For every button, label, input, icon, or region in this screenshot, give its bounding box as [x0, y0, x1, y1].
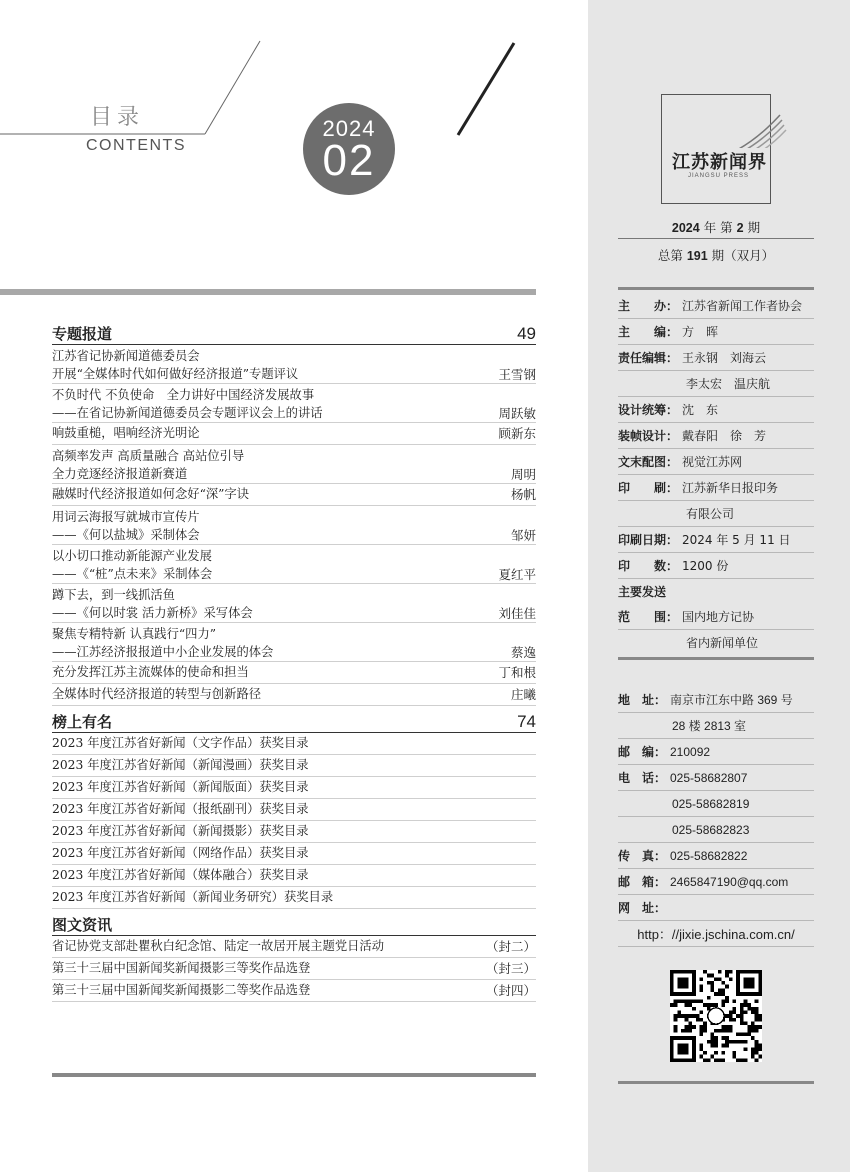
- pub-label: 印 刷：: [618, 481, 679, 495]
- publication-row: [618, 604, 814, 630]
- pub-value: 李太宏 温庆航: [686, 377, 771, 391]
- entry-title: [52, 664, 249, 682]
- section-title: 专题报道: [52, 325, 113, 343]
- toc-entry[interactable]: [52, 755, 536, 777]
- sidebar-divider-mid: [618, 657, 814, 660]
- total-prefix: 总第: [657, 248, 687, 263]
- section-page: 49: [517, 324, 536, 343]
- contact-value: 025-58682823: [672, 822, 750, 837]
- entry-title-line: 2023 年度江苏省好新闻（网络作品）获奖目录: [52, 845, 309, 860]
- publication-row: [618, 527, 814, 553]
- entry-author: 丁和根: [498, 664, 536, 680]
- entry-title: [52, 735, 309, 753]
- pub-value: 2024 年 5 月 11 日: [682, 533, 791, 547]
- toc-entry[interactable]: [52, 777, 536, 799]
- entry-title-line: ——江苏经济报报道中小企业发展的体会: [52, 644, 274, 659]
- magazine-logo-subtitle: JIANGSU PRESS: [688, 173, 750, 179]
- entry-author: （封三）: [485, 960, 536, 976]
- entry-title: [52, 387, 323, 422]
- entry-title: [52, 686, 261, 704]
- sidebar-divider-bottom: [618, 1081, 814, 1084]
- toc-entry[interactable]: [52, 484, 536, 506]
- publication-row: [618, 501, 814, 527]
- publication-row: [618, 630, 814, 655]
- entry-title-line: 全媒体时代经济报道的转型与创新路径: [52, 686, 262, 701]
- website-url[interactable]: http：//jixie.jschina.com.cn/: [637, 927, 795, 942]
- toc-entry[interactable]: [52, 865, 536, 887]
- issue-date-line: [618, 218, 814, 239]
- entry-title-line: 用词云海报写就城市宣传片: [52, 510, 200, 524]
- contact-row: [618, 713, 814, 739]
- section-title: 榜上有名: [52, 713, 113, 731]
- pub-label: 主 编：: [618, 325, 679, 339]
- entry-title: [52, 779, 309, 797]
- contact-row: [618, 869, 814, 895]
- entry-title: [52, 845, 309, 863]
- contact-row: [618, 687, 814, 713]
- entry-author: 王雪钢: [498, 366, 536, 382]
- toc-entry[interactable]: [52, 980, 536, 1002]
- entry-author: 刘佳佳: [498, 605, 536, 621]
- pub-label: 主 办：: [618, 299, 679, 313]
- entry-title: [52, 982, 310, 1000]
- section-title: 图文资讯: [52, 916, 113, 934]
- pub-label: 文末配图：: [618, 455, 679, 469]
- page-header: [0, 0, 588, 290]
- contact-info: [618, 687, 814, 947]
- entry-title-line: 融媒时代经济报道如何念好“深”字诀: [52, 486, 250, 501]
- entry-title-line: 聚焦专精特新 认真践行“四力”: [52, 627, 217, 641]
- publication-row: [618, 319, 814, 345]
- masthead-sidebar: [588, 0, 850, 1172]
- pub-value: 方 晖: [682, 325, 719, 339]
- issue-no-value: 2: [736, 221, 744, 235]
- contact-label: 电 话：: [618, 771, 667, 785]
- entry-author: 杨帆: [510, 486, 536, 502]
- pub-label: 装帧设计：: [618, 429, 679, 443]
- toc-entry[interactable]: [52, 345, 536, 384]
- contact-label: 地 址：: [618, 693, 667, 707]
- entry-title-line: 2023 年度江苏省好新闻（新闻摄影）获奖目录: [52, 823, 309, 838]
- entry-title: [52, 548, 212, 583]
- pub-value: 国内地方记协: [682, 610, 755, 624]
- toc-entry[interactable]: [52, 958, 536, 980]
- entry-title-line: 高频率发声 高质量融合 高站位引导: [52, 449, 245, 463]
- pub-value: 沈 东: [682, 403, 719, 417]
- pub-value: 戴春阳 徐 芳: [682, 429, 767, 443]
- pub-value: 省内新闻单位: [686, 636, 759, 650]
- contact-row: [618, 791, 814, 817]
- entry-title: [52, 348, 298, 383]
- publication-row: [618, 397, 814, 423]
- entry-title: [52, 867, 309, 885]
- magazine-logo-text: 江苏新闻界: [670, 148, 769, 174]
- entry-title-line: 2023 年度江苏省好新闻（新闻漫画）获奖目录: [52, 757, 309, 772]
- publication-row: [618, 345, 814, 371]
- contact-label: 传 真：: [618, 849, 667, 863]
- section-header: [52, 710, 536, 733]
- publication-row: [618, 371, 814, 397]
- issue-number: 02: [322, 136, 376, 185]
- entry-title-line: 2023 年度江苏省好新闻（文字作品）获奖目录: [52, 735, 309, 750]
- toc-entry[interactable]: [52, 799, 536, 821]
- toc-entry[interactable]: [52, 887, 536, 909]
- issue-total-line: [618, 246, 814, 264]
- entry-title: [52, 509, 200, 544]
- entry-title-line: 以小切口推动新能源产业发展: [52, 549, 212, 563]
- issue-year-value: 2024: [671, 221, 700, 235]
- total-suffix: 期（双月）: [707, 248, 775, 263]
- contact-label: 邮 编：: [618, 745, 667, 759]
- toc-entry[interactable]: [52, 623, 536, 662]
- entry-title-line: 响鼓重槌，唱响经济光明论: [52, 425, 200, 440]
- toc-entry[interactable]: [52, 821, 536, 843]
- entry-title-line: 2023 年度江苏省好新闻（新闻版面）获奖目录: [52, 779, 309, 794]
- table-of-contents: [52, 322, 536, 1002]
- entry-author: 庄曦: [510, 686, 536, 702]
- entry-title-line: 第三十三届中国新闻奖新闻摄影二等奖作品选登: [52, 982, 311, 997]
- website-row: [618, 921, 814, 947]
- contact-row: [618, 843, 814, 869]
- toc-entry[interactable]: [52, 545, 536, 584]
- publication-row: [618, 293, 814, 319]
- publication-row: [618, 423, 814, 449]
- pub-label: 主要发送: [618, 585, 667, 599]
- issue-year: 2024: [322, 116, 376, 141]
- entry-title-line: 2023 年度江苏省好新闻（报纸副刊）获奖目录: [52, 801, 309, 816]
- entry-author: 顾新东: [498, 425, 536, 441]
- entry-title-line: 蹲下去，到一线抓活鱼: [52, 588, 175, 602]
- contact-row: [618, 765, 814, 791]
- pub-label: 印刷日期：: [618, 533, 679, 547]
- pub-value: 江苏新华日报印务: [682, 481, 779, 495]
- entry-author: 蔡逸: [510, 644, 536, 660]
- publication-row: [618, 553, 814, 579]
- entry-title: [52, 587, 253, 622]
- contact-value: 2465847190@qq.com: [670, 874, 789, 889]
- toc-entry[interactable]: [52, 423, 536, 445]
- entry-author: 邹妍: [510, 527, 536, 543]
- entry-author: （封四）: [485, 982, 536, 998]
- publication-row: [618, 579, 814, 604]
- entry-author: 周跃敏: [498, 405, 536, 421]
- pub-value: 视觉江苏网: [682, 455, 743, 469]
- pub-label: 设计统筹：: [618, 403, 679, 417]
- pub-value: 1200 份: [682, 559, 729, 573]
- contact-label: 网 址：: [618, 901, 667, 915]
- pub-value: 有限公司: [686, 507, 735, 521]
- contact-value: 南京市江东中路 369 号: [670, 693, 793, 707]
- entry-title: [52, 801, 309, 819]
- contact-row: [618, 817, 814, 843]
- publication-row: [618, 449, 814, 475]
- entry-title-line: 省记协党支部赴瞿秋白纪念馆、陆定一故居开展主题党日活动: [52, 938, 385, 953]
- entry-title-line: 第三十三届中国新闻奖新闻摄影三等奖作品选登: [52, 960, 311, 975]
- toc-entry[interactable]: [52, 584, 536, 623]
- entry-title: [52, 938, 384, 956]
- entry-author: （封二）: [485, 938, 536, 954]
- entry-title-line: 充分发挥江苏主流媒体的使命和担当: [52, 664, 249, 679]
- contact-row: [618, 895, 814, 921]
- issue-year-suffix: 年 第: [699, 220, 737, 235]
- toc-entry[interactable]: [52, 662, 536, 684]
- toc-entry[interactable]: [52, 733, 536, 755]
- entry-author: 夏红平: [498, 566, 536, 582]
- entry-title-line: 全力竞逐经济报道新赛道: [52, 466, 188, 481]
- pub-value: 江苏省新闻工作者协会: [682, 299, 803, 313]
- entry-title: [52, 960, 310, 978]
- entry-title: [52, 626, 273, 661]
- publication-row: [618, 475, 814, 501]
- entry-title: [52, 486, 249, 504]
- entry-title: [52, 757, 309, 775]
- entry-title-line: ——在省记协新闻道德委员会专题评议会上的讲话: [52, 405, 323, 420]
- header-divider-bar: [0, 289, 536, 295]
- entry-title: [52, 448, 244, 483]
- pub-value: 王永钢 刘海云: [682, 351, 767, 365]
- entry-title: [52, 425, 200, 443]
- total-no-value: 191: [686, 249, 708, 263]
- contents-title-en: CONTENTS: [86, 137, 186, 154]
- entry-title-line: 2023 年度江苏省好新闻（媒体融合）获奖目录: [52, 867, 309, 882]
- sidebar-divider-top: [618, 287, 814, 290]
- toc-entry[interactable]: [52, 936, 536, 958]
- contact-value: 28 楼 2813 室: [672, 719, 747, 733]
- contact-value: 025-58682822: [670, 848, 748, 863]
- entry-title-line: 不负时代 不负使命 全力讲好中国经济发展故事: [52, 388, 315, 402]
- qr-code-icon[interactable]: [670, 970, 762, 1062]
- issue-no-suffix: 期: [743, 220, 761, 235]
- entry-title-line: 2023 年度江苏省好新闻（新闻业务研究）获奖目录: [52, 889, 334, 904]
- entry-title-line: ——《何以时裳 活力新桥》采写体会: [52, 605, 253, 620]
- section-header: [52, 913, 536, 936]
- entry-title-line: 江苏省记协新闻道德委员会: [52, 349, 200, 363]
- toc-entry[interactable]: [52, 684, 536, 706]
- entry-title: [52, 823, 309, 841]
- pub-label: 责任编辑：: [618, 351, 679, 365]
- toc-entry[interactable]: [52, 384, 536, 423]
- entry-author: 周明: [510, 466, 536, 482]
- toc-entry[interactable]: [52, 445, 536, 484]
- pub-label: 印 数：: [618, 559, 679, 573]
- toc-entry[interactable]: [52, 506, 536, 545]
- publication-info: [618, 293, 814, 655]
- contact-row: [618, 739, 814, 765]
- contents-title-cn: 目录: [90, 105, 145, 130]
- contact-value: 025-58682807: [670, 770, 748, 785]
- section-header: [52, 322, 536, 345]
- entry-title-line: ——《“桩”点未来》采制体会: [52, 566, 213, 581]
- contact-value: 025-58682819: [672, 796, 750, 811]
- section-page: 74: [517, 712, 536, 731]
- entry-title-line: 开展“全媒体时代如何做好经济报道”专题评议: [52, 366, 299, 381]
- toc-bottom-bar: [52, 1073, 536, 1077]
- entry-title-line: ——《何以盐城》采制体会: [52, 527, 200, 542]
- contact-value: 210092: [670, 744, 711, 759]
- entry-title: [52, 889, 333, 907]
- pub-label: 范 围：: [618, 610, 679, 624]
- toc-entry[interactable]: [52, 843, 536, 865]
- contact-label: 邮 箱：: [618, 875, 667, 889]
